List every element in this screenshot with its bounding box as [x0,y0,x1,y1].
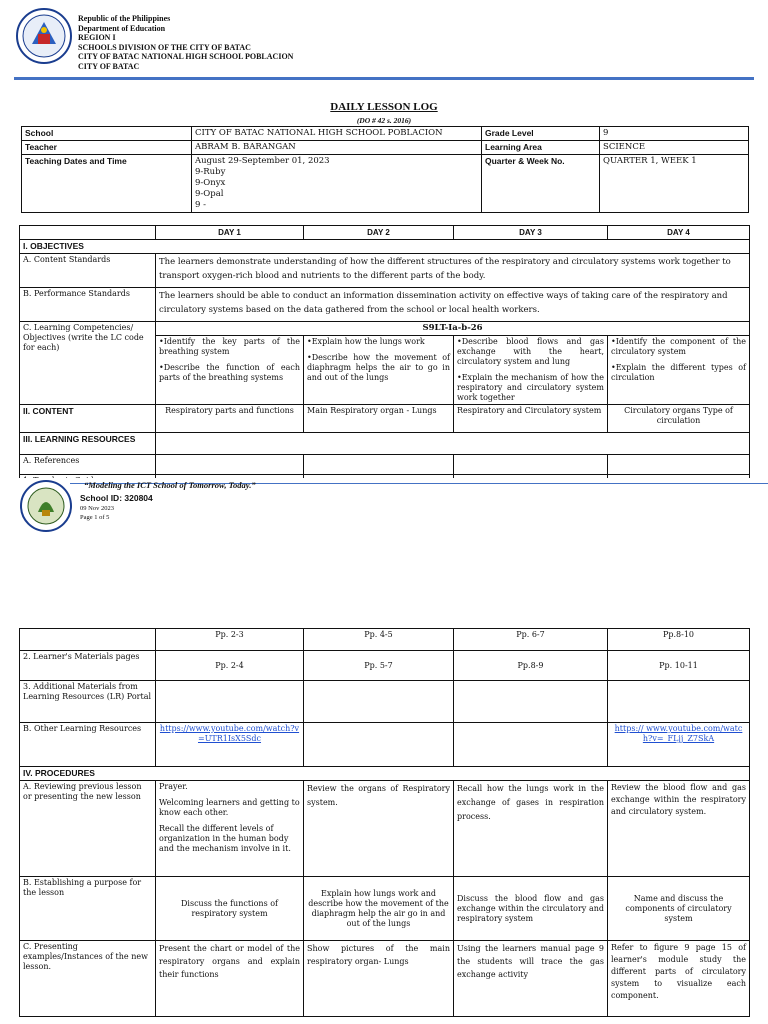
section-item: 9-Onyx [195,178,226,188]
info-table [21,126,749,213]
area-value: SCIENCE [600,141,749,155]
procedure-c-day4: Refer to figure 9 page 15 of learner's module study the different parts of circulatory system to visualize each component. [608,941,750,1017]
additional-materials-label: 3. Additional Materials from Learning Resources (LR) Portal [20,681,156,723]
school-value: CITY OF BATAC NATIONAL HIGH SCHOOL POBLACION [192,127,482,141]
footer-page-number: Page 1 of 5 [80,514,110,521]
objectives-day1 [156,336,304,405]
lm-pages-day4: Pp. 10-11 [608,651,750,681]
section-item: 9-Ruby [195,167,226,177]
content-standards-text: The learners demonstrate understanding of how the different structures of the respiratory and circulatory systems work together to transport oxygen-rich blood and nutrients to the different parts of the body. [156,254,750,288]
day-header: DAY 4 [608,226,750,240]
procedure-c-day1: Present the chart or model of the respiratory organs and explain their functions [156,941,304,1017]
procedure-b-day3: Discuss the blood flow and gas exchange within the circulatory and respiratory system [454,877,608,941]
header-letterhead [78,14,293,71]
footer-date: 09 Nov 2023 [80,505,114,512]
procedure-c-label: C. Presenting examples/Instances of the new lesson. [20,941,156,1017]
page-footer [0,478,768,534]
objective-item: •Explain the mechanism of how the respiratory and circulatory system work together [457,373,604,402]
header-line: CITY OF BATAC [78,61,140,71]
lm-pages-day3: Pp.8-9 [454,651,608,681]
youtube-link-day4[interactable]: https:// www.youtube.com/watch?v=_FLjj_Z7SkA [614,724,743,743]
content-day1: Respiratory parts and functions [156,405,304,433]
objectives-day2 [304,336,454,405]
content-day4: Circulatory organs Type of circulation [608,405,750,433]
procedure-text: Welcoming learners and getting to know each other. [159,798,300,817]
day-header: DAY 3 [454,226,608,240]
objectives-day3 [454,336,608,405]
procedure-a-day2: Review the organs of Respiratory system. [304,781,454,877]
objectives-day4 [608,336,750,405]
tg-pages-day3: Pp. 6-7 [454,629,608,651]
procedure-b-day2: Explain how lungs work and describe how the movement of the diaphragm help the air go in and out of the lungs [304,877,454,941]
resources-heading: III. LEARNING RESOURCES [20,433,156,455]
deped-seal-logo [16,8,72,64]
day-header: DAY 1 [156,226,304,240]
header-divider [14,77,754,80]
content-day2: Main Respiratory organ - Lungs [304,405,454,433]
header-line: Republic of the Philippines [78,14,171,23]
quarter-value: QUARTER 1, WEEK 1 [600,155,749,213]
area-label: Learning Area [482,141,600,155]
other-resources-label: B. Other Learning Resources [20,723,156,767]
performance-standards-label: B. Performance Standards [20,288,156,322]
grade-value: 9 [600,127,749,141]
objective-item: •Explain the different types of circulation [611,363,746,382]
procedures-heading: IV. PROCEDURES [20,767,750,781]
lm-pages-day2: Pp. 5-7 [304,651,454,681]
objective-item: •Describe how the movement of diaphragm helps the air to go in and out of the lungs [307,353,450,382]
header-line: SCHOOLS DIVISION OF THE CITY OF BATAC [78,42,251,52]
objective-item: •Describe the function of each parts of the breathing systems [159,363,300,382]
lesson-table-page1 [19,225,750,488]
lm-pages-label: 2. Learner's Materials pages [20,651,156,681]
objective-item: •Identify the component of the circulatory system [611,337,746,356]
page-title: DAILY LESSON LOG [330,101,438,113]
lm-pages-day1: Pp. 2-4 [156,651,304,681]
grade-label: Grade Level [482,127,600,141]
procedure-c-day2: Show pictures of the main respiratory organ- Lungs [304,941,454,1017]
content-day3: Respiratory and Circulatory system [454,405,608,433]
procedure-b-day1: Discuss the functions of respiratory system [156,877,304,941]
references-label: A. References [20,455,156,475]
header-line: REGION I [78,33,116,42]
header-line: Department of Education [78,23,166,33]
header-line: CITY OF BATAC NATIONAL HIGH SCHOOL POBLACION [78,52,294,61]
performance-standards-text: The learners should be able to conduct an information dissemination activity on effective ways of taking care of the respiratory and circulatory systems based on the data gathered from the school or local health workers. [156,288,750,322]
procedure-text: Prayer. [159,782,188,791]
objective-item: •Identify the key parts of the breathing system [159,337,300,356]
youtube-link-day1[interactable]: https://www.youtube.com/watch?v=UTR1IsX5Sdc [159,724,300,743]
competencies-label: C. Learning Competencies/ Objectives (write the LC code for each) [20,322,156,405]
content-heading: II. CONTENT [20,405,156,433]
day-header: DAY 2 [304,226,454,240]
dates-value [192,155,482,213]
procedure-b-day4: Name and discuss the components of circulatory system [608,877,750,941]
tg-pages-day1: Pp. 2-3 [156,629,304,651]
objective-item: •Explain how the lungs work [307,337,425,346]
procedure-text: Recall the different levels of organization in the human body and the mechanism involve in it. [159,824,291,853]
dates-text: August 29-September 01, 2023 [195,156,330,166]
footer-motto: “Modeling the ICT School of Tomorrow, Today.” [84,480,256,490]
tg-pages-day4: Pp.8-10 [608,629,750,651]
dates-label: Teaching Dates and Time [22,155,192,213]
lesson-table-page2 [19,628,750,1017]
teacher-label: Teacher [22,141,192,155]
school-label: School [22,127,192,141]
tg-pages-day2: Pp. 4-5 [304,629,454,651]
section-item: 9-Opal [195,189,224,199]
school-seal-logo [20,480,72,532]
procedure-b-label: B. Establishing a purpose for the lesson [20,877,156,941]
section-item: 9 - [195,200,206,210]
procedure-a-day4: Review the blood flow and gas exchange within the respiratory and circulatory system. [608,781,750,877]
procedure-a-label: A. Reviewing previous lesson or presenting the new lesson [20,781,156,877]
quarter-label: Quarter & Week No. [482,155,600,213]
procedure-a-day3: Recall how the lungs work in the exchange of gases in respiration process. [454,781,608,877]
procedure-a-day1 [156,781,304,877]
objective-item: •Describe blood flows and gas exchange with the heart, circulatory system and lung [457,337,604,366]
lc-code: S9LT-Ia-b-26 [156,322,750,336]
teacher-value: ABRAM B. BARANGAN [192,141,482,155]
objectives-heading: I. OBJECTIVES [20,240,750,254]
footer-school-id: School ID: 320804 [80,493,153,503]
procedure-c-day3: Using the learners manual page 9 the students will trace the gas exchange activity [454,941,608,1017]
content-standards-label: A. Content Standards [20,254,156,288]
page-subtitle: (DO # 42 s. 2016) [356,116,412,125]
